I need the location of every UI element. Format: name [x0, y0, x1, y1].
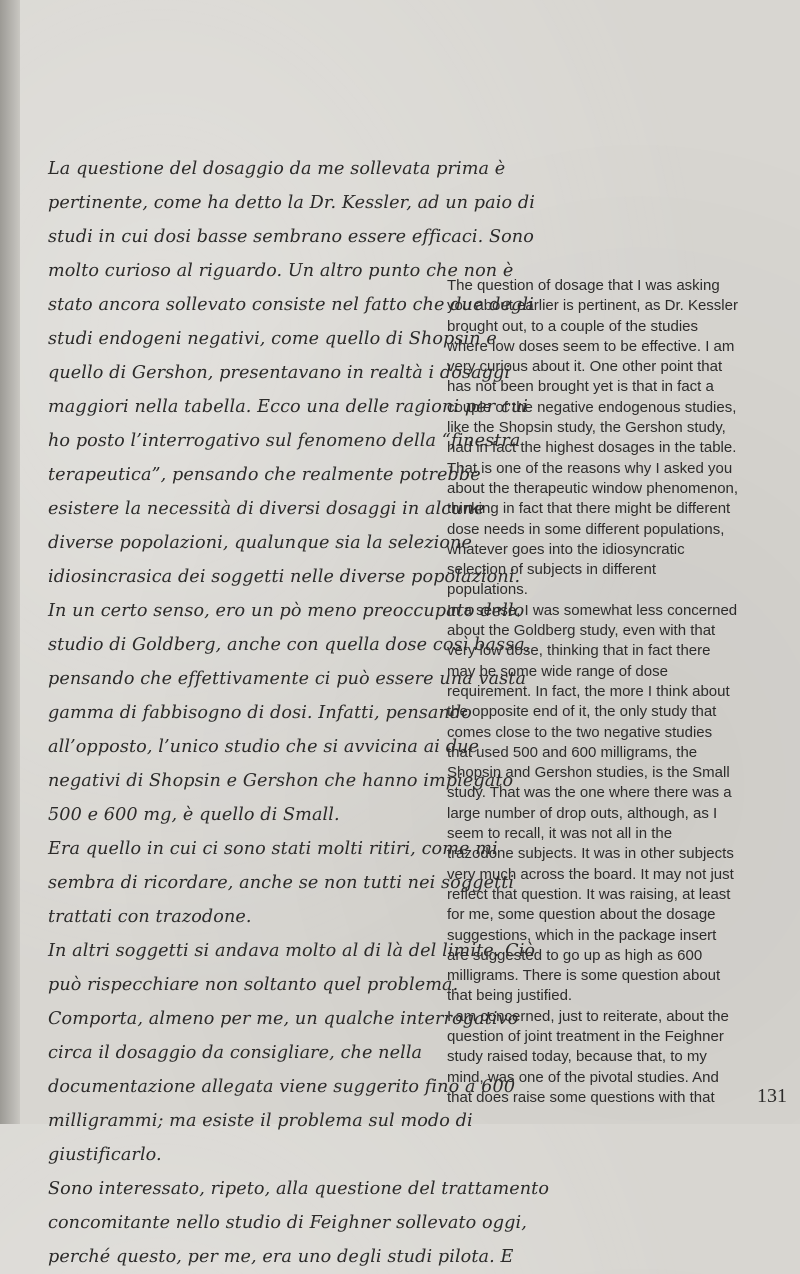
- italian-text-line: perché questo, per me, era uno degli studi pilota. E: [48, 1247, 514, 1267]
- italian-text-line: Comporta, almeno per me, un qualche interrogativo: [48, 1009, 519, 1029]
- english-text-line: couple of the negative endogenous studies,: [447, 398, 737, 416]
- english-text-line: like the Shopsin study, the Gershon study,: [447, 419, 726, 437]
- italian-text-line: terapeutica”, pensando che realmente potrebbe: [48, 465, 481, 485]
- english-text-line: milligrams. There is some question about: [447, 967, 721, 985]
- english-text-line: that being justified.: [447, 987, 573, 1005]
- english-text-line: mind, was one of the pivotal studies. And: [447, 1068, 719, 1086]
- english-text-line: whatever goes into the idiosyncratic: [447, 540, 685, 558]
- english-text-line: for me, some question about the dosage: [447, 906, 716, 924]
- italian-text-line: studi endogeni negativi, come quello di Shopsin e: [48, 329, 497, 349]
- english-text-line: That is one of the reasons why I asked you: [447, 459, 733, 477]
- italian-text-line: Sono interessato, ripeto, alla questione del trattamento: [48, 1179, 550, 1199]
- english-text-line: Shopsin and Gershon studies, is the Small: [447, 764, 730, 782]
- english-text-line: dose needs in some different populations,: [447, 520, 725, 538]
- italian-text-line: esistere la necessità di diversi dosaggi in alcune: [48, 499, 485, 519]
- english-text-line: the opposite end of it, the only study that: [447, 703, 717, 721]
- italian-text-line: giustificarlo.: [48, 1145, 162, 1165]
- english-text-line: study raised today, because that, to my: [447, 1048, 707, 1066]
- italian-text-line: molto curioso al riguardo. Un altro punto che non è: [48, 261, 514, 281]
- english-text-line: selection of subjects in different: [447, 561, 657, 579]
- italian-text-line: sembra di ricordare, anche se non tutti nei soggetti: [48, 873, 515, 893]
- italian-text-line: pertinente, come ha detto la Dr. Kessler, ad un paio di: [48, 193, 535, 213]
- english-text-column: [447, 276, 793, 1108]
- italian-text-line: Era quello in cui ci sono stati molti ritiri, come mi: [48, 839, 498, 859]
- italian-text-line: gamma di fabbisogno di dosi. Infatti, pensando: [48, 703, 472, 723]
- italian-text-line: milligrammi; ma esiste il problema sul modo di: [48, 1111, 473, 1131]
- english-text-line: The question of dosage that I was asking: [447, 277, 720, 294]
- english-text-line: study. That was the one where there was a: [447, 784, 732, 802]
- english-text-line: that does raise some questions with that: [447, 1088, 715, 1106]
- english-text-line: suggestions, which in the package insert: [447, 926, 717, 944]
- italian-text-line: circa il dosaggio da consigliare, che nella: [48, 1043, 423, 1063]
- english-text-line: trazodone subjects. It was in other subjects: [447, 845, 734, 863]
- english-text-line: are suggested to go up as high as 600: [447, 946, 703, 964]
- english-text-line: comes close to the two negative studies: [447, 723, 713, 741]
- italian-text-line: studio di Goldberg, anche con quella dose così bassa,: [48, 635, 531, 655]
- english-text-line: very low dose, thinking that in fact there: [447, 642, 711, 660]
- italian-text-line: studi in cui dosi basse sembrano essere efficaci. Sono: [48, 227, 534, 247]
- english-text-line: you about earlier is pertinent, as Dr. Kessler: [447, 297, 738, 315]
- english-text-line: where low doses seem to be effective. I am: [447, 337, 735, 355]
- english-text-line: had in fact the highest dosages in the table.: [447, 439, 737, 457]
- italian-text-line: negativi di Shopsin e Gershon che hanno impiegato: [48, 771, 514, 791]
- english-text-line: large number of drop outs, although, as I: [447, 804, 718, 822]
- italian-text-line: ho posto l’interrogativo sul fenomeno della “finestra: [48, 431, 521, 451]
- english-text-line: seem to recall, it was not all in the: [447, 825, 673, 843]
- english-text-line: may be some wide range of dose: [447, 662, 668, 680]
- italian-text-line: idiosincrasica dei soggetti nelle diverse popolazioni.: [48, 567, 521, 587]
- english-text-line: has not been brought yet is that in fact a: [447, 378, 714, 396]
- italian-text-line: può rispecchiare non soltanto quel problema.: [48, 975, 459, 995]
- italian-text-line: quello di Gershon, presentavano in realtà i dosaggi: [48, 363, 511, 383]
- english-text-line: In a sense, I was somewhat less concerned: [447, 601, 738, 619]
- english-text-line: requirement. In fact, the more I think about: [447, 682, 730, 700]
- page-number: 131: [757, 1085, 787, 1107]
- page-binding-edge: [0, 0, 20, 1124]
- italian-text-line: pensando che effettivamente ci può essere una vasta: [48, 669, 527, 689]
- italian-text-line: diverse popolazioni, qualunque sia la selezione: [48, 533, 472, 553]
- english-text-line: populations.: [447, 581, 528, 599]
- italian-text-line: documentazione allegata viene suggerito fino a 600: [48, 1077, 516, 1097]
- italian-text-line: 500 e 600 mg, è quello di Small.: [48, 805, 340, 825]
- english-text-line: question of joint treatment in the Feighner: [447, 1027, 724, 1045]
- italian-text-line: In altri soggetti si andava molto al di là del limite. Ciò: [48, 941, 536, 961]
- italian-text-line: trattati con trazodone.: [48, 907, 252, 927]
- english-text-line: very curious about it. One other point that: [447, 358, 723, 376]
- english-text-line: brought out, to a couple of the studies: [447, 317, 699, 335]
- english-text-line: reflect that question. It was raising, at least: [447, 885, 731, 903]
- english-text-line: that used 500 and 600 milligrams, the: [447, 743, 698, 761]
- italian-text-line: In un certo senso, ero un pò meno preoccupato dello: [48, 601, 525, 621]
- italian-text-line: maggiori nella tabella. Ecco una delle ragioni per cui: [48, 397, 529, 417]
- italian-text-line: concomitante nello studio di Feighner sollevato oggi,: [48, 1213, 527, 1233]
- english-text-line: very much across the board. It may not just: [447, 865, 734, 883]
- english-text-line: about the Goldberg study, even with that: [447, 622, 716, 640]
- italian-text-line: La questione del dosaggio da me sollevata prima è: [48, 159, 506, 179]
- english-text-line: about the therapeutic window phenomenon,: [447, 479, 739, 497]
- english-text-line: thinking in fact that there might be different: [447, 500, 731, 518]
- italian-text-line: all’opposto, l’unico studio che si avvicina ai due: [48, 737, 480, 757]
- english-text-line: I am concerned, just to reiterate, about the: [447, 1007, 729, 1025]
- italian-text-line: stato ancora sollevato consiste nel fatto che due degli: [48, 295, 534, 315]
